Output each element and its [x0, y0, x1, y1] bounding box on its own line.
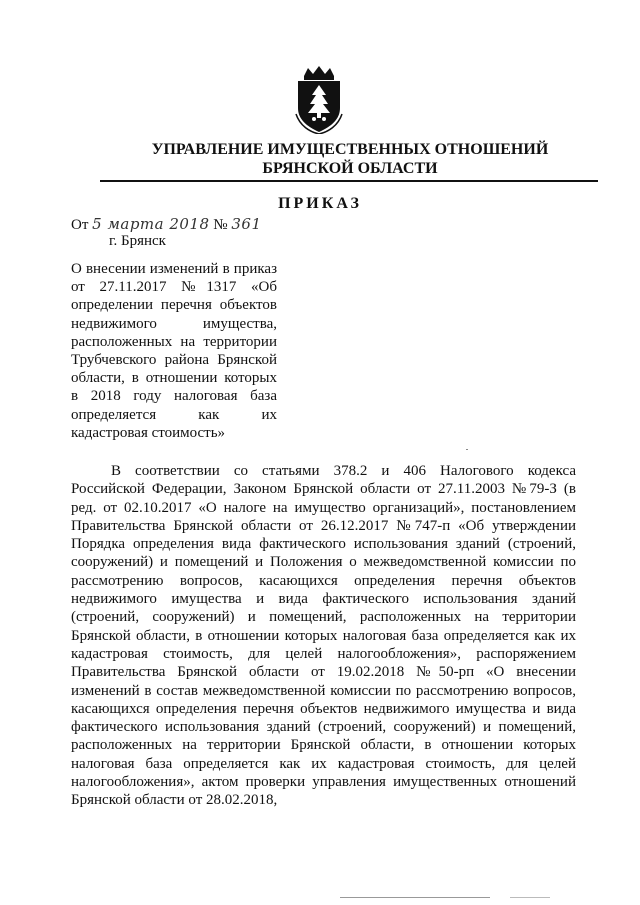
body-line: Брянской области от 28.02.2018, [71, 792, 278, 809]
subject-line: Трубчевского района Брянской [71, 352, 277, 369]
body-line: В соответствии со статьями 378.2 и 406 Налогового кодекса [111, 463, 576, 479]
body-line: сооружений) и помещений и Положения о межведомственной комиссии по [71, 554, 576, 571]
body-line: недвижимого имущества и вида фактического использования зданий [71, 591, 576, 608]
order-subject [71, 260, 277, 442]
subject-line: определении перечня объектов [71, 297, 277, 314]
body-line: налоговая база определяется как их кадастровая стоимость, для целей [71, 755, 576, 772]
from-label: От [71, 217, 89, 233]
organization-name-line1: УПРАВЛЕНИЕ ИМУЩЕСТВЕННЫХ ОТНОШЕНИЙ [151, 141, 549, 158]
body-line: Российской Федерации, Законом Брянской области от 27.11.2003 №79-З (в [71, 481, 576, 498]
scan-edge-line [510, 897, 550, 898]
handwritten-date: 5 марта 2018 [92, 215, 210, 233]
order-body [71, 462, 576, 810]
body-line: касающихся определения перечня объектов недвижимого имущества и вида [71, 700, 576, 717]
subject-line: кадастровая стоимость» [71, 424, 226, 441]
body-line: ред. от 02.10.2017 «О налоге на имущество организаций», постановлением [71, 499, 576, 516]
number-label: № [213, 217, 228, 233]
body-line: (строений, сооружений) и помещений, расположенных на территории [71, 609, 576, 626]
city-line: г. Брянск [109, 233, 166, 249]
body-line: кадастровая стоимость, для целей налогообложения», распоряжением [71, 645, 576, 662]
body-line: Порядка определения вида фактического использования зданий (строений, [71, 536, 576, 553]
scan-speck [466, 449, 468, 450]
bryansk-coat-of-arms-icon [290, 64, 348, 134]
subject-line: в 2018 году налоговая база [71, 388, 277, 405]
body-line: расположенных на территории Брянской области, в отношении которых [71, 737, 576, 754]
body-line: налогообложения», актом проверки управления имущественных отношений [71, 774, 576, 791]
organization-name [100, 140, 600, 178]
subject-line: расположенных на территории [71, 333, 277, 350]
order-title: ПРИКАЗ [278, 195, 362, 212]
subject-line: определяется как их [71, 406, 277, 423]
body-line: рассмотрению вопросов, касающихся определения перечня объектов [71, 572, 576, 589]
subject-line: О внесении изменений в приказ [71, 261, 277, 277]
subject-line: области, в отношении которых [71, 370, 277, 387]
subject-line: недвижимого имущества, [71, 315, 277, 332]
body-line: фактического использования зданий (строений, сооружений) и помещений, [71, 719, 576, 736]
body-line: изменений в состав межведомственной комиссии по рассмотрению вопросов, [71, 682, 576, 699]
body-line: Брянской области, в отношении которых налоговая база определяется как их [71, 627, 576, 644]
body-line: Правительства Брянской области от 19.02.2018 №50-рп «О внесении [71, 664, 576, 681]
handwritten-number: 361 [231, 215, 262, 233]
body-line: Правительства Брянской области от 26.12.2017 №747-п «Об утверждении [71, 517, 576, 534]
order-date-line [71, 215, 262, 234]
header-divider [100, 180, 598, 182]
organization-name-line2: БРЯНСКОЙ ОБЛАСТИ [262, 160, 438, 177]
subject-line: от 27.11.2017 №1317 «Об [71, 279, 277, 296]
scan-edge-line [340, 897, 490, 898]
